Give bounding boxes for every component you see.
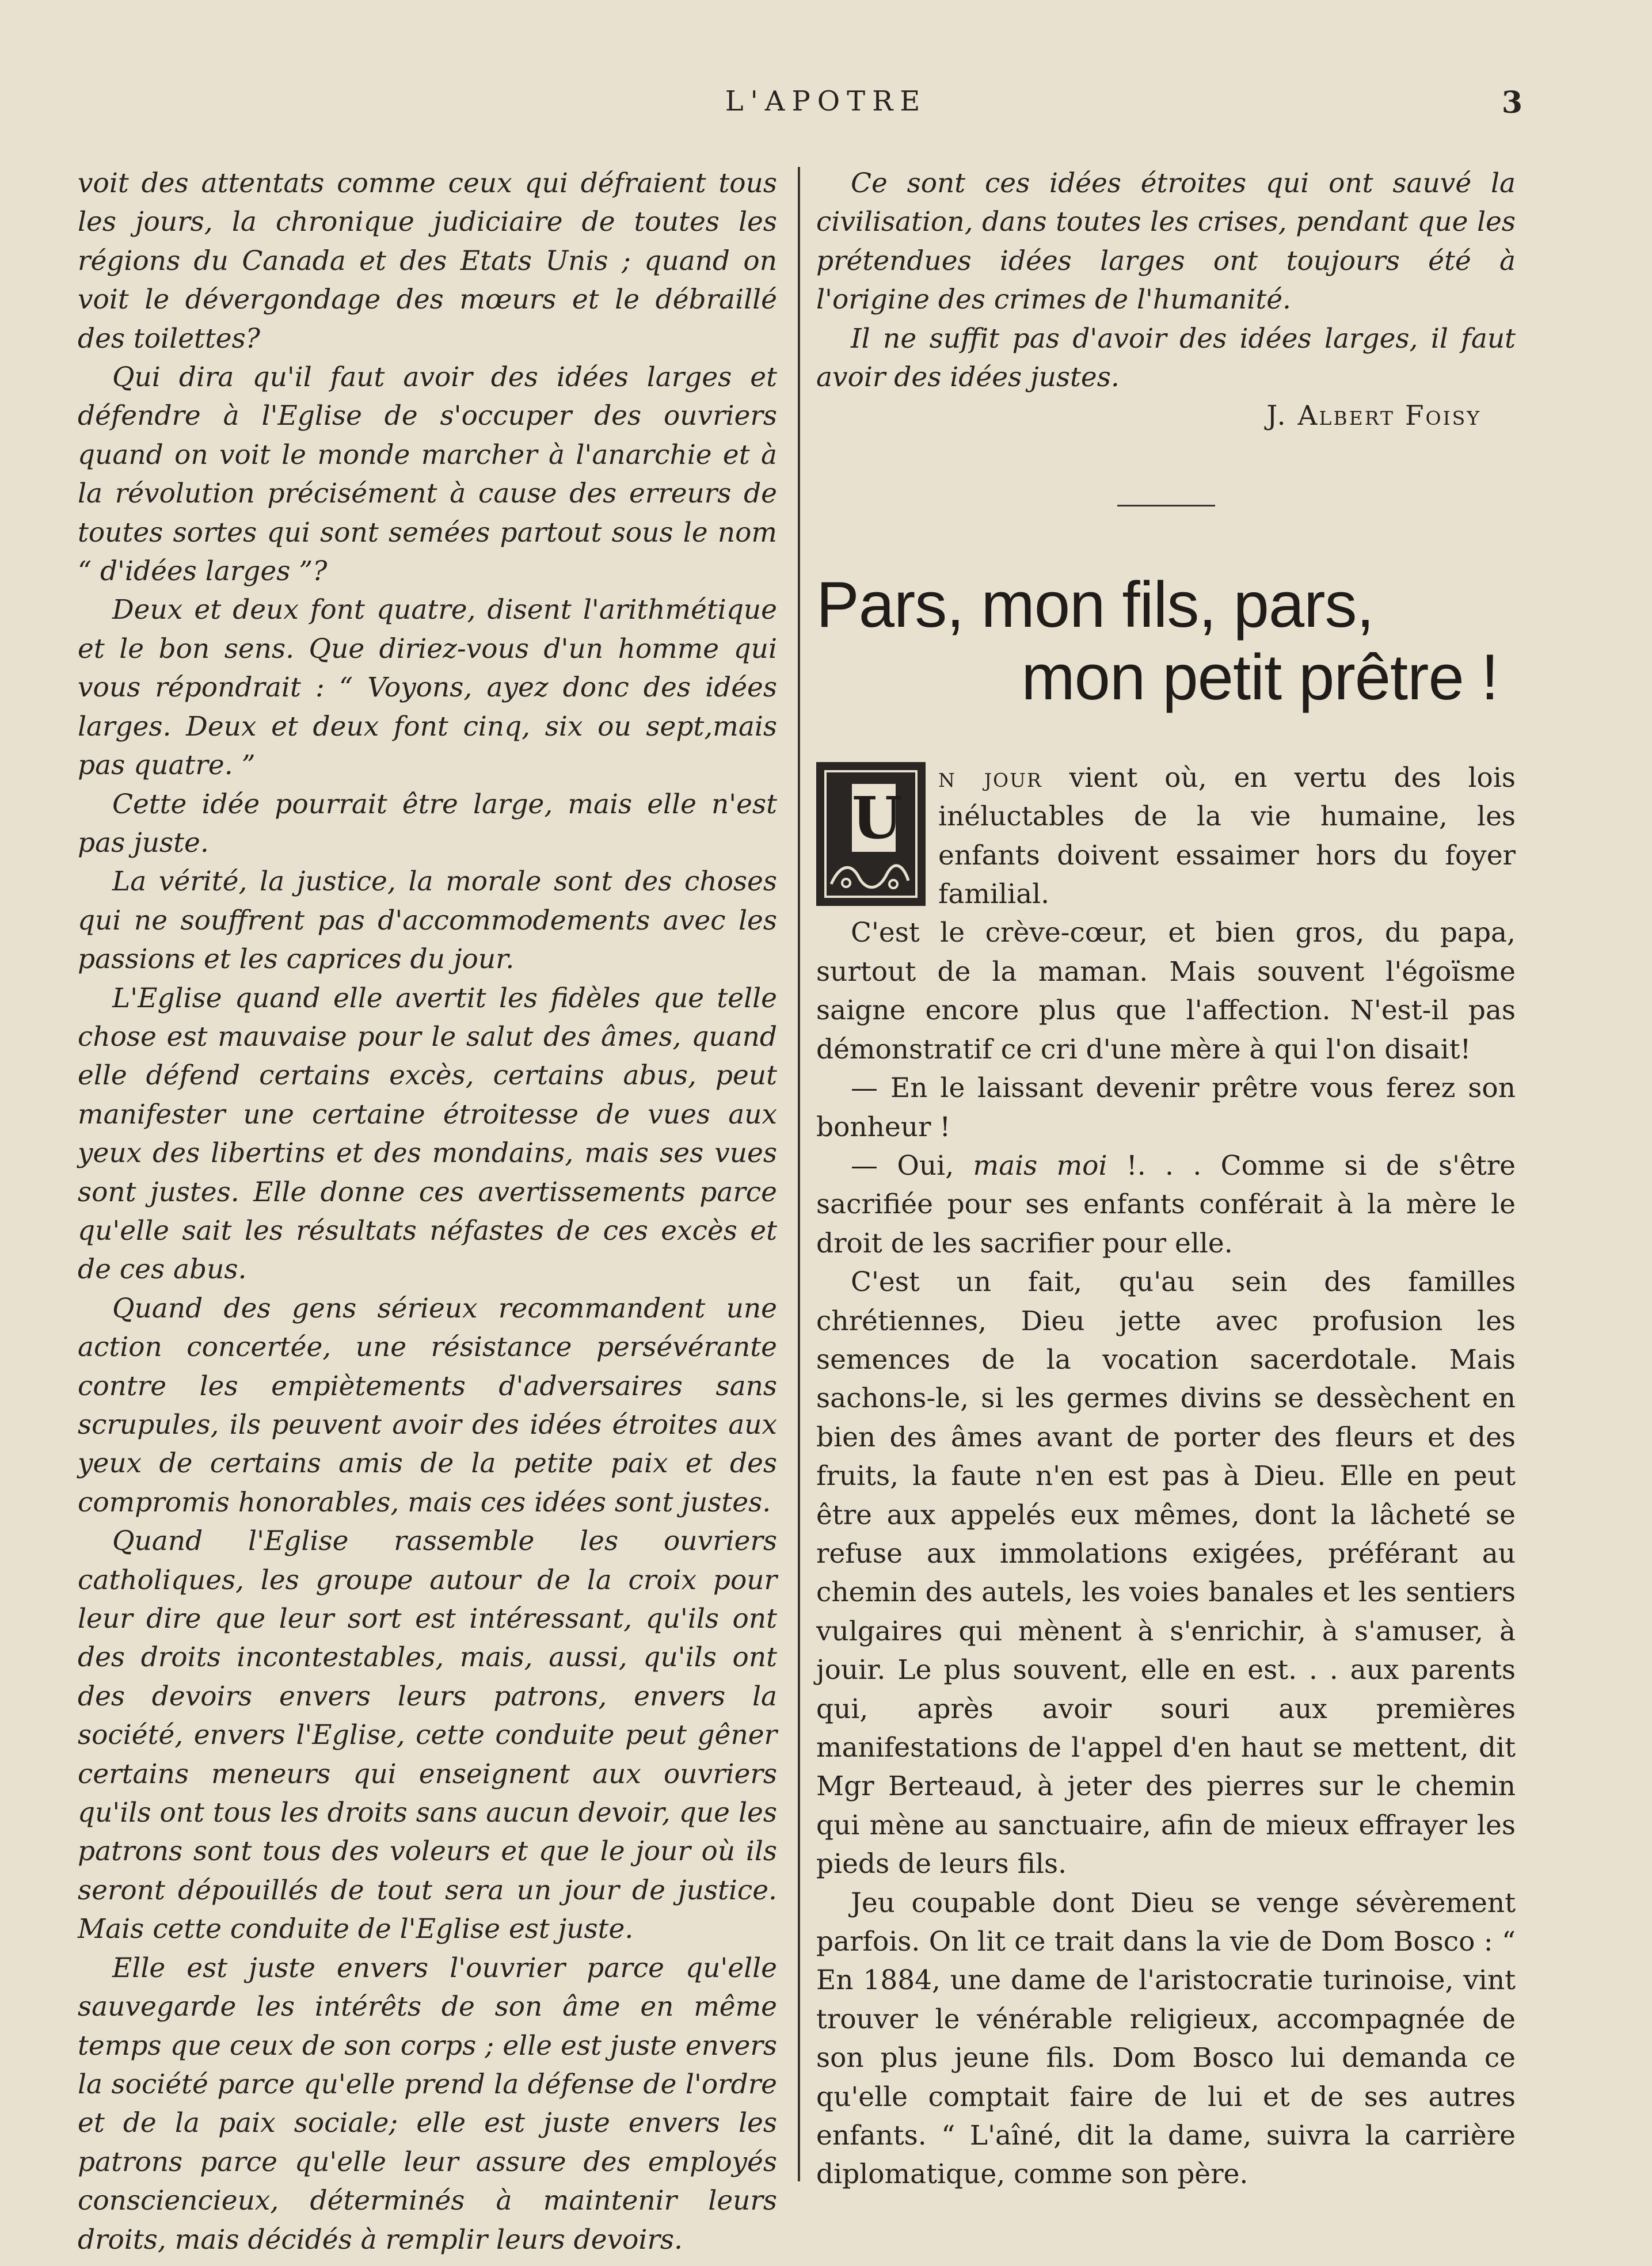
dialogue-start: — Oui,	[851, 1149, 973, 1182]
running-title: L'APOTRE	[725, 85, 927, 117]
paragraph: — En le laissant devenir prêtre vous ferez son bonheur !	[816, 1072, 1516, 1143]
paragraph: Jeu coupable dont Dieu se venge sévèrement parfois. On lit ce trait dans la vie de Dom Bosco : “ En 1884, une dame de l'aristocratie turinoise, vint trouver le vénérable religieux, accompagnée de son plus jeune fils. Dom Bosco lui demanda ce qu'elle comptait faire de lui et de ses autres enfants. “ L'aîné, dit la dame, suivra la carrière diplomatique, comme son père.	[816, 1887, 1516, 2191]
emphasis: mais moi	[973, 1149, 1107, 1182]
paragraph: Il ne suffit pas d'avoir des idées larges, il faut avoir des idées justes.	[816, 322, 1516, 394]
paragraph: L'Eglise quand elle avertit les fidèles que telle chose est mauvaise pour le salut des âmes, quand elle défend certains excès, certains abus, peut manifester une certaine étroitesse de vues aux yeux des libertins et des mondains, mais ses vues sont justes. Elle donne ces avertissements parce qu'elle sait les résultats néfastes de ces excès et de ces abus.	[78, 982, 777, 1286]
page-header	[0, 81, 1652, 127]
paragraph: Deux et deux font quatre, disent l'arithmétique et le bon sens. Que diriez-vous d'un homme qui vous répondrait : “ Voyons, ayez donc des idées larges. Deux et deux font cinq, six ou sept,mais pas quatre. ”	[78, 594, 777, 782]
paragraph: C'est un fait, qu'au sein des familles chrétiennes, Dieu jette avec profusion les semences de la vocation sacerdotale. Mais sachons-le, si les germes divins se dessèchent en bien des âmes avant de porter des fleurs et des fruits, la faute n'en est pas à Dieu. Elle en peut être aux appelés eux mêmes, dont la lâcheté se refuse aux immolations exigées, préférant au chemin des autels, les voies banales et les sentiers vulgaires qui mènent à s'enrichir, à s'amuser, à jouir. Le plus souvent, elle en est. . . aux parents qui, après avoir souri aux premières manifestations de l'appel d'en haut se mettent, dit Mgr Berteaud, à jeter des pierres sur le chemin qui mène au sanctuaire, afin de mieux effrayer les pieds de leurs fils.	[816, 1266, 1516, 1880]
swirl-ornament-icon	[829, 861, 911, 893]
author-signature: J. Albert Foisy	[1266, 400, 1481, 432]
paragraph: voit des attentats comme ceux qui défraient tous les jours, la chronique judiciaire de toutes les régions du Canada et des Etats Unis ; quand on voit le dévergondage des mœurs et le débraillé des toilettes?	[78, 167, 777, 355]
left-column	[78, 164, 777, 2259]
paragraph: La vérité, la justice, la morale sont des choses qui ne souffrent pas d'accommodements avec les passions et les caprices du jour.	[78, 866, 777, 976]
paragraph	[816, 1147, 1516, 1263]
column-divider	[798, 167, 800, 2181]
dropcap-letter: U	[852, 783, 903, 852]
paragraph: Quand des gens sérieux recommandent une action concertée, une résistance persévérante contre les empiètements d'adversaires sans scrupules, ils peuvent avoir des idées étroites aux yeux de certains amis de la petite paix et des compromis honorables, mais ces idées sont justes.	[78, 1292, 777, 1518]
paragraph: Quand l'Eglise rassemble les ouvriers catholiques, les groupe autour de la croix pour leur dire que leur sort est intéressant, qu'ils ont des droits incontestables, mais, aussi, qu'ils ont des devoirs envers leurs patrons, envers la société, envers l'Eglise, cette conduite peut gêner certains meneurs qui enseignent aux ouvriers qu'ils ont tous les droits sans aucun devoir, que les patrons sont tous des voleurs et que le jour où ils seront dépouillés de tout sera un jour de justice. Mais cette conduite de l'Eglise est juste.	[78, 1525, 777, 1945]
article-title	[816, 569, 1516, 714]
section-divider	[1117, 505, 1215, 506]
paragraph: Cette idée pourrait être large, mais elle n'est pas juste.	[78, 788, 777, 859]
page-number: 3	[1501, 85, 1522, 120]
opening-text: vient où, en vertu des lois inéluctables de la vie humaine, les enfants doivent essaimer hors du foyer familial.	[938, 761, 1516, 911]
paragraph: Elle est juste envers l'ouvrier parce qu'elle sauvegarde les intérêts de son âme en même temps que ceux de son corps ; elle est juste envers la société parce qu'elle prend la défense de l'ordre et de la paix sociale; elle est juste envers les patrons parce qu'elle leur assure des employés consciencieux, déterminés à maintenir leurs droits, mais décidés à remplir leurs devoirs.	[78, 1952, 777, 2256]
paragraph: Qui dira qu'il faut avoir des idées larges et défendre à l'Eglise de s'occuper des ouvriers quand on voit le monde marcher à l'anarchie et à la révolution précisément à cause des erreurs de toutes sortes qui sont semées partout sous le nom “ d'idées larges ”?	[78, 361, 777, 588]
paragraph: Ce sont ces idées étroites qui ont sauvé la civilisation, dans toutes les crises, pendant que les prétendues idées larges ont toujours été à l'origine des crimes de l'humanité.	[816, 167, 1516, 316]
opening-words: n jour	[938, 761, 1042, 794]
ornamental-initial-icon	[816, 762, 926, 906]
dialogue-rest: !. . . Comme si de s'être sacrifiée pour ses enfants conférait à la mère le droit de les sacrifier pour elle.	[816, 1149, 1516, 1259]
title-line-2: mon petit prêtre !	[1021, 641, 1498, 713]
article-body	[816, 759, 1516, 2194]
title-line-1: Pars, mon fils, pars,	[816, 568, 1374, 641]
right-column	[816, 164, 1516, 2194]
paragraph: C'est le crève-cœur, et bien gros, du papa, surtout de la maman. Mais souvent l'égoïsme saigne encore plus que l'affection. N'est-il pas démonstratif ce cri d'une mère à qui l'on disait!	[816, 917, 1516, 1065]
